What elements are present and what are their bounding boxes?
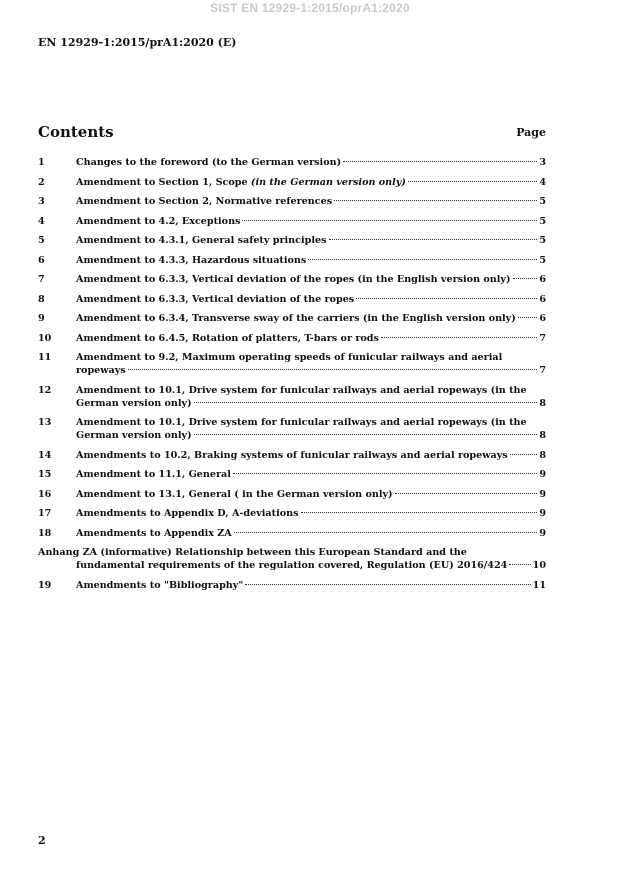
toc-page-number: 8	[539, 397, 546, 409]
toc-title: Amendment to Section 2, Normative references	[76, 196, 333, 207]
toc-page-number: 7	[539, 332, 546, 344]
toc-entry-8[interactable]	[38, 293, 546, 306]
toc-number: 12	[38, 384, 52, 396]
toc-number: 2	[38, 176, 45, 188]
dot-leader	[128, 369, 538, 370]
toc-page-number: 9	[539, 488, 546, 500]
dot-leader	[356, 298, 537, 299]
toc-page-number: 3	[539, 157, 546, 168]
dot-leader	[334, 200, 537, 201]
toc-number: 8	[38, 293, 45, 305]
toc-title-line1: Amendment to 10.1, Drive system for funicular railways and aerial ropeways (in the	[76, 384, 527, 396]
dot-leader	[510, 454, 538, 455]
toc-entry-annex-za[interactable]	[38, 546, 546, 572]
toc-title-line1: Amendment to 9.2, Maximum operating speeds of funicular railways and aerial	[76, 352, 503, 363]
toc-page-number: 5	[539, 196, 546, 207]
toc-number: 16	[38, 488, 52, 500]
dot-leader	[518, 317, 538, 318]
dot-leader	[242, 220, 537, 221]
dot-leader	[509, 564, 530, 565]
contents-title: Contents	[38, 123, 114, 141]
toc-entry-19[interactable]	[38, 579, 546, 592]
toc-title: Amendment to Section 1, Scope	[76, 176, 251, 188]
toc-entry-6[interactable]	[38, 254, 546, 267]
toc-number: 14	[38, 449, 52, 461]
toc-entry-2[interactable]	[38, 176, 546, 189]
toc-entry-16[interactable]	[38, 488, 546, 501]
toc-entry-17[interactable]	[38, 507, 546, 520]
toc-title: Amendment to 13.1, General ( in the German version only)	[76, 488, 393, 500]
toc-title: Amendment to 4.2, Exceptions	[76, 215, 241, 227]
toc-title: Amendments to 10.2, Braking systems of funicular railways and aerial ropeways	[76, 449, 508, 461]
toc-title: Amendment to 11.1, General	[76, 469, 231, 480]
toc-page-number: 7	[539, 365, 546, 376]
dot-leader	[513, 278, 538, 279]
toc-page-number: 5	[539, 215, 546, 227]
toc-title: Amendments to Appendix ZA	[76, 527, 232, 539]
toc-page-number: 4	[539, 176, 546, 188]
dot-leader	[408, 181, 537, 182]
toc-entry-14[interactable]	[38, 449, 546, 462]
watermark: SIST EN 12929-1:2015/oprA1:2020	[210, 1, 410, 15]
toc-title-line1: Amendment to 10.1, Drive system for funicular railways and aerial ropeways (in the	[76, 417, 527, 428]
toc-entry-3[interactable]	[38, 195, 546, 208]
toc-title: ropeways	[76, 365, 126, 376]
toc-number: 3	[38, 196, 45, 207]
toc-number: 18	[38, 527, 52, 539]
toc-page-number: 6	[539, 313, 546, 324]
toc-title: Amendment to 6.4.5, Rotation of platters, T-bars or rods	[76, 332, 379, 344]
dot-leader	[194, 434, 538, 435]
toc-page-number: 9	[539, 527, 546, 539]
toc-number: 7	[38, 274, 45, 285]
toc-title: Amendment to 6.3.3, Vertical deviation of the ropes (in the English version only)	[76, 274, 511, 285]
toc-title: Amendment to 4.3.1, General safety principles	[76, 235, 327, 246]
toc-number: 6	[38, 254, 45, 266]
toc-entry-1[interactable]	[38, 156, 546, 169]
toc-title: Amendment to 4.3.3, Hazardous situations	[76, 254, 307, 266]
document-identifier: EN 12929-1:2015/prA1:2020 (E)	[38, 36, 237, 49]
toc-entry-9[interactable]	[38, 312, 546, 325]
toc-number: 5	[38, 235, 45, 246]
toc-number: 9	[38, 313, 45, 324]
toc-annex-title: fundamental requirements of the regulation covered, Regulation (EU) 2016/424	[76, 560, 508, 571]
dot-leader	[329, 239, 538, 240]
toc-entry-10[interactable]	[38, 332, 546, 345]
toc-entry-13[interactable]	[38, 416, 546, 442]
toc-title: Amendments to "Bibliography"	[76, 579, 244, 591]
dot-leader	[381, 337, 537, 338]
toc-number: 1	[38, 157, 45, 168]
dot-leader	[245, 584, 530, 585]
toc-number: 15	[38, 469, 52, 480]
footer-page-number: 2	[38, 834, 46, 847]
toc-title-italic: (in the German version only)	[250, 176, 406, 188]
dot-leader	[308, 259, 537, 260]
toc-page-number: 8	[539, 430, 546, 441]
toc-page-number: 9	[539, 469, 546, 480]
toc-page-number: 6	[539, 274, 546, 285]
toc-page-number: 5	[539, 254, 546, 266]
toc-entry-4[interactable]	[38, 215, 546, 228]
toc-title: Changes to the foreword (to the German version)	[76, 157, 342, 168]
page-column-label: Page	[516, 126, 546, 139]
toc-number: 10	[38, 332, 52, 344]
toc-entry-5[interactable]	[38, 234, 546, 247]
toc-entry-11[interactable]	[38, 351, 546, 377]
dot-leader	[194, 402, 538, 403]
dot-leader	[395, 493, 538, 494]
toc-page-number: 11	[532, 579, 546, 591]
toc-number: 17	[38, 508, 52, 519]
toc-entry-18[interactable]	[38, 527, 546, 540]
toc-annex-title-line1: Anhang ZA (informative) Relationship between this European Standard and the	[38, 547, 467, 558]
toc-page-number: 10	[532, 560, 546, 571]
toc-page-number: 9	[539, 508, 546, 519]
dot-leader	[343, 161, 537, 162]
toc-entry-12[interactable]	[38, 384, 546, 410]
toc-page-number: 5	[539, 235, 546, 246]
table-of-contents	[38, 156, 546, 598]
toc-title: Amendments to Appendix D, A-deviations	[76, 508, 299, 519]
toc-title: German version only)	[76, 397, 192, 409]
dot-leader	[301, 512, 538, 513]
dot-leader	[233, 473, 537, 474]
toc-entry-7[interactable]	[38, 273, 546, 286]
toc-page-number: 6	[539, 293, 546, 305]
toc-number: 4	[38, 215, 45, 227]
dot-leader	[234, 532, 538, 533]
toc-title: Amendment to 6.3.3, Vertical deviation of the ropes	[76, 293, 355, 305]
toc-number: 19	[38, 579, 52, 591]
toc-number: 13	[38, 417, 52, 428]
toc-number: 11	[38, 352, 52, 363]
toc-title: German version only)	[76, 430, 192, 441]
toc-entry-15[interactable]	[38, 468, 546, 481]
toc-page-number: 8	[539, 449, 546, 461]
toc-title: Amendment to 6.3.4, Transverse sway of the carriers (in the English version only)	[76, 313, 516, 324]
